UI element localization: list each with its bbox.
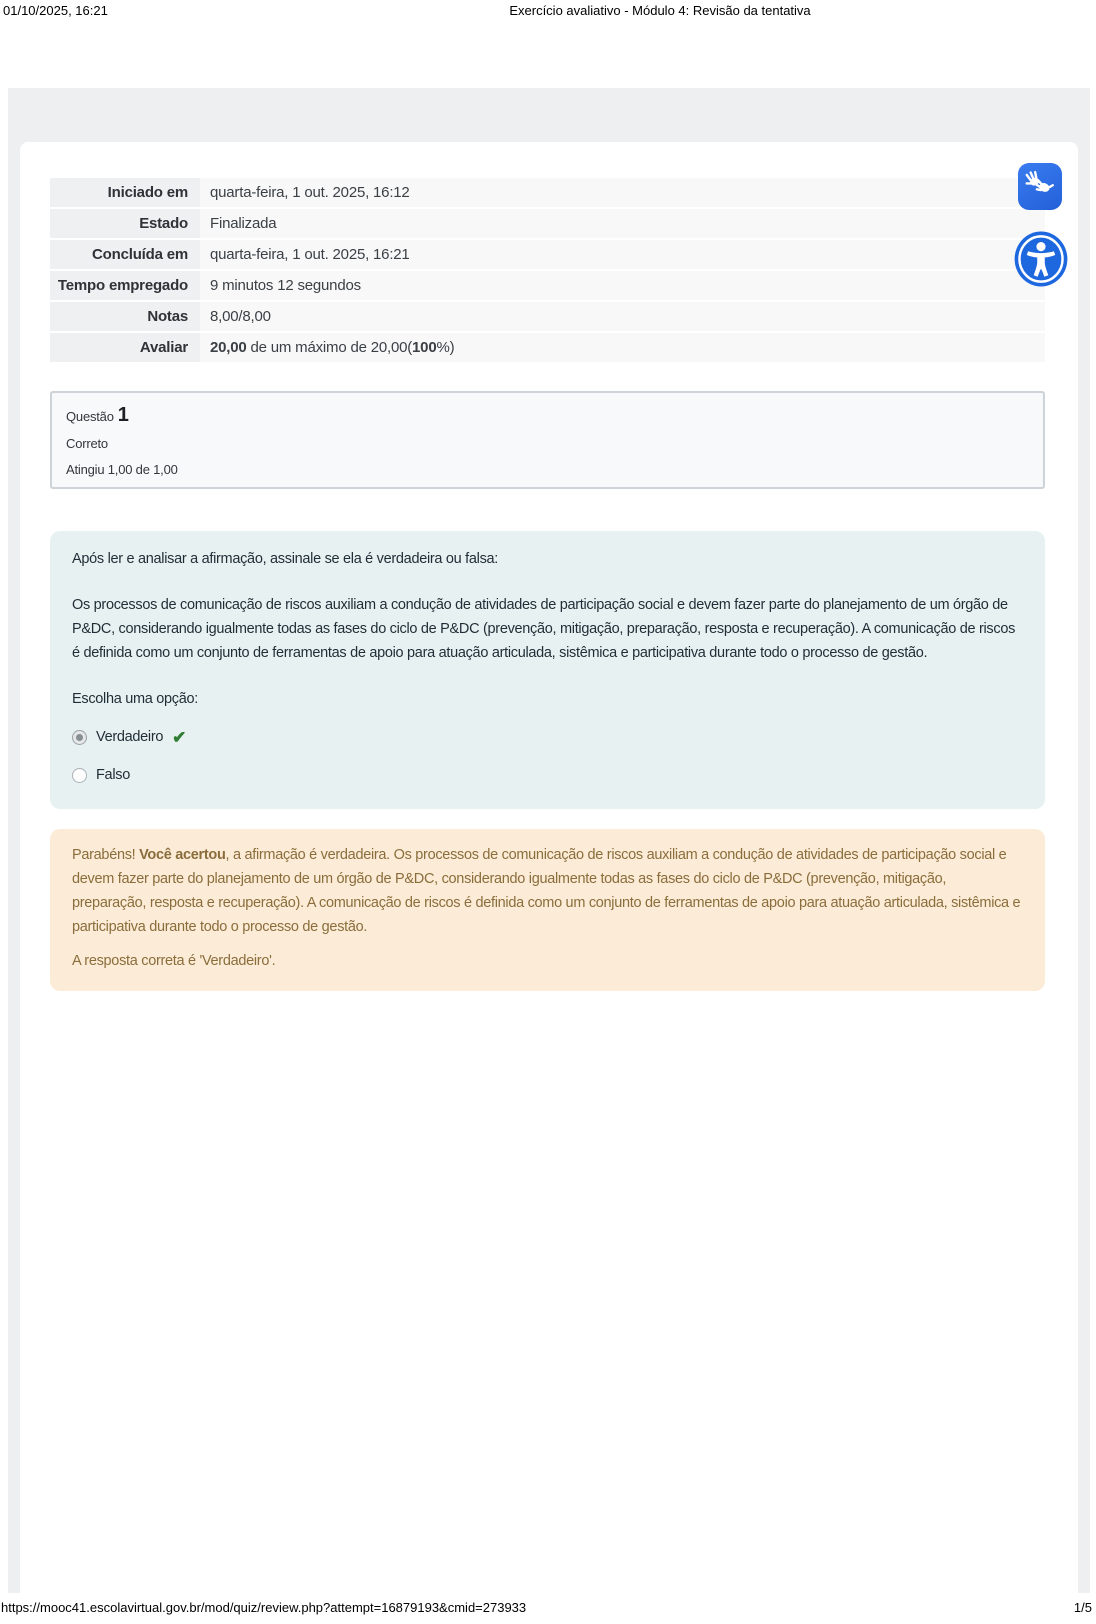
question-label: Questão	[66, 409, 114, 424]
answer-option-falso[interactable]	[72, 763, 1023, 787]
vlibras-widget-button[interactable]	[1018, 163, 1062, 210]
table-row	[50, 240, 1045, 269]
row-label: Concluída em	[50, 240, 200, 269]
feedback-box	[50, 829, 1045, 991]
grade-tail-text: %)	[436, 339, 455, 356]
table-row	[50, 302, 1045, 331]
row-value	[200, 333, 1045, 362]
question-number: 1	[117, 404, 129, 426]
row-label: Estado	[50, 209, 200, 238]
grade-mid-text: de um máximo de 20,00(	[246, 339, 413, 356]
table-row	[50, 271, 1045, 300]
row-value: quarta-feira, 1 out. 2025, 16:12	[200, 178, 1045, 207]
row-value: 8,00/8,00	[200, 302, 1045, 331]
question-prompt: Após ler e analisar a afirmação, assinale se ela é verdadeira ou falsa:	[72, 551, 499, 567]
print-footer	[0, 1598, 1096, 1618]
question-info-box	[50, 391, 1045, 489]
question-content-box	[50, 531, 1045, 809]
grade-percent: 100	[412, 339, 437, 356]
table-row	[50, 178, 1045, 207]
correct-answer-text: A resposta correta é 'Verdadeiro'.	[72, 953, 276, 969]
page-number: 1/5	[1073, 1600, 1092, 1615]
row-value: quarta-feira, 1 out. 2025, 16:21	[200, 240, 1045, 269]
print-header	[0, 0, 1096, 22]
question-statement: Os processos de comunicação de riscos auxiliam a condução de atividades de participação social e devem fazer parte do planejamento de um órgão de P&DC, considerando igualmente todas as fases do ciclo de P&DC (prevenção, mitigação, preparação, resposta e recuperação). A comunicação de riscos é definida como um conjunto de ferramentas de apoio para atuação articulada, sistêmica e participativa durante todo o processo de gestão.	[72, 597, 1016, 661]
table-row	[50, 209, 1045, 238]
row-label: Avaliar	[50, 333, 200, 362]
answer-option-verdadeiro[interactable]	[72, 725, 1023, 749]
row-label: Iniciado em	[50, 178, 200, 207]
feedback-intro: Parabéns!	[72, 847, 140, 863]
table-row	[50, 333, 1045, 362]
row-label: Tempo empregado	[50, 271, 200, 300]
print-datetime: 01/10/2025, 16:21	[3, 3, 108, 18]
question-number-line	[66, 404, 1029, 427]
radio-button-selected[interactable]	[72, 730, 87, 745]
feedback-bold: Você acertou	[139, 847, 226, 863]
radio-button-unselected[interactable]	[72, 768, 87, 783]
feedback-body: , a afirmação é verdadeira. Os processos de comunicação de riscos auxiliam a condução de atividades de participação social e devem fazer parte do planejamento de um órgão de P&DC, considerando igualmente todas as fases do ciclo de P&DC (prevenção, mitigação, preparação, resposta e recuperação). A comunicação de riscos é definida como um conjunto de ferramentas de apoio para atuação articulada, sistêmica e participativa durante todo o processo de gestão.	[72, 847, 1021, 935]
grade-value: 20,00	[210, 339, 247, 356]
choose-option-label: Escolha uma opção:	[72, 691, 198, 707]
row-value: Finalizada	[200, 209, 1045, 238]
row-value: 9 minutos 12 segundos	[200, 271, 1045, 300]
option-label[interactable]: Verdadeiro	[96, 729, 164, 745]
question-grade: Atingiu 1,00 de 1,00	[66, 462, 178, 477]
page-frame	[8, 88, 1090, 1593]
sign-language-icon	[1023, 167, 1057, 206]
feedback-text	[72, 843, 1023, 939]
accessibility-icon	[1014, 274, 1068, 291]
source-url: https://mooc41.escolavirtual.gov.br/mod/quiz/review.php?attempt=16879193&cmid=273933	[1, 1600, 527, 1615]
quiz-review-card	[20, 142, 1078, 1593]
correct-check-icon: ✔	[172, 727, 187, 747]
accessibility-widget-button[interactable]	[1014, 231, 1068, 287]
option-label[interactable]: Falso	[96, 767, 130, 783]
question-state: Correto	[66, 436, 108, 451]
page-title: Exercício avaliativo - Módulo 4: Revisão da tentativa	[509, 3, 811, 18]
attempt-summary-table	[50, 176, 1045, 364]
row-label: Notas	[50, 302, 200, 331]
